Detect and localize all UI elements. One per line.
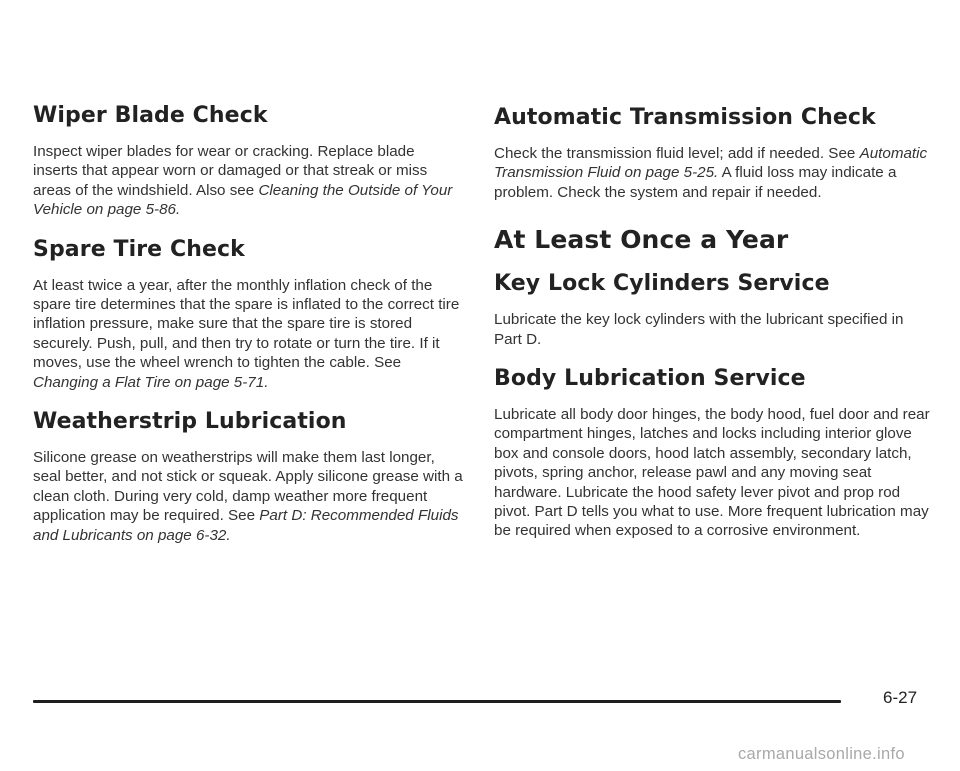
yearly-heading: At Least Once a Year xyxy=(494,225,789,255)
spare-tire-heading: Spare Tire Check xyxy=(33,236,245,262)
key-lock-text: Lubricate the key lock cylinders with the lubricant specified in Part D. xyxy=(494,311,904,348)
key-lock-heading: Key Lock Cylinders Service xyxy=(494,271,830,297)
weatherstrip-reference: Part D: Recommended Fluids and Lubricants on page 6-32. xyxy=(33,507,459,544)
transmission-reference: Automatic Transmission Fluid on page 5-25. xyxy=(494,145,928,182)
right-column xyxy=(494,104,934,541)
weatherstrip-text: Silicone grease on weatherstrips will make them last longer, seal better, and not stick or squeak. Apply silicone grease with a clean cloth. During very cold, damp weather more frequent application may be required. See Part D: Recommended Fluids and Lubricants on page 6-32. xyxy=(33,449,463,544)
page-number: 6-27 xyxy=(883,688,918,707)
weatherstrip-heading: Weatherstrip Lubrication xyxy=(33,409,347,435)
transmission-heading: Automatic Transmission Check xyxy=(494,105,876,130)
wiper-blade-reference: Cleaning the Outside of Your Vehicle on page 5-86. xyxy=(33,181,453,219)
body-lubrication-heading: Body Lubrication Service xyxy=(494,366,806,392)
footer-rule xyxy=(33,700,841,703)
transmission-text: Check the transmission fluid level; add if needed. See Automatic Transmission Fluid on page 5-25. A fluid loss may indicate a problem. Check the system and repair if needed. xyxy=(494,145,928,201)
left-column xyxy=(33,102,463,545)
spare-tire-reference: Changing a Flat Tire on page 5-71. xyxy=(33,373,269,391)
watermark: carmanualsonline.info xyxy=(738,745,905,763)
spare-tire-text: At least twice a year, after the monthly inflation check of the spare tire determines that the spare is inflated to the correct tire inflation pressure, make sure that the spare tire is stored securely. Push, pull, and then try to rotate or turn the tire. If it moves, use the wheel wrench to tighten the cable. See Changing a Flat Tire on page 5-71. xyxy=(33,276,460,391)
wiper-blade-heading: Wiper Blade Check xyxy=(33,103,268,128)
body-lubrication-text: Lubricate all body door hinges, the body hood, fuel door and rear compartment hinges, latches and locks including interior glove box and console doors, hood latch assembly, secondary latch, pivots, spring anchor, release pawl and any moving seat hardware. Lubricate the hood safety lever pivot and prop rod pivot. Part D tells you what to use. More frequent lubrication may be required when exposed to a corrosive environment. xyxy=(494,406,930,540)
wiper-blade-text: Inspect wiper blades for wear or cracking. Replace blade inserts that appear worn or damaged or that streak or miss areas of the windshield. Also see Cleaning the Outside of Your Vehicle on page 5-86. xyxy=(33,143,453,219)
